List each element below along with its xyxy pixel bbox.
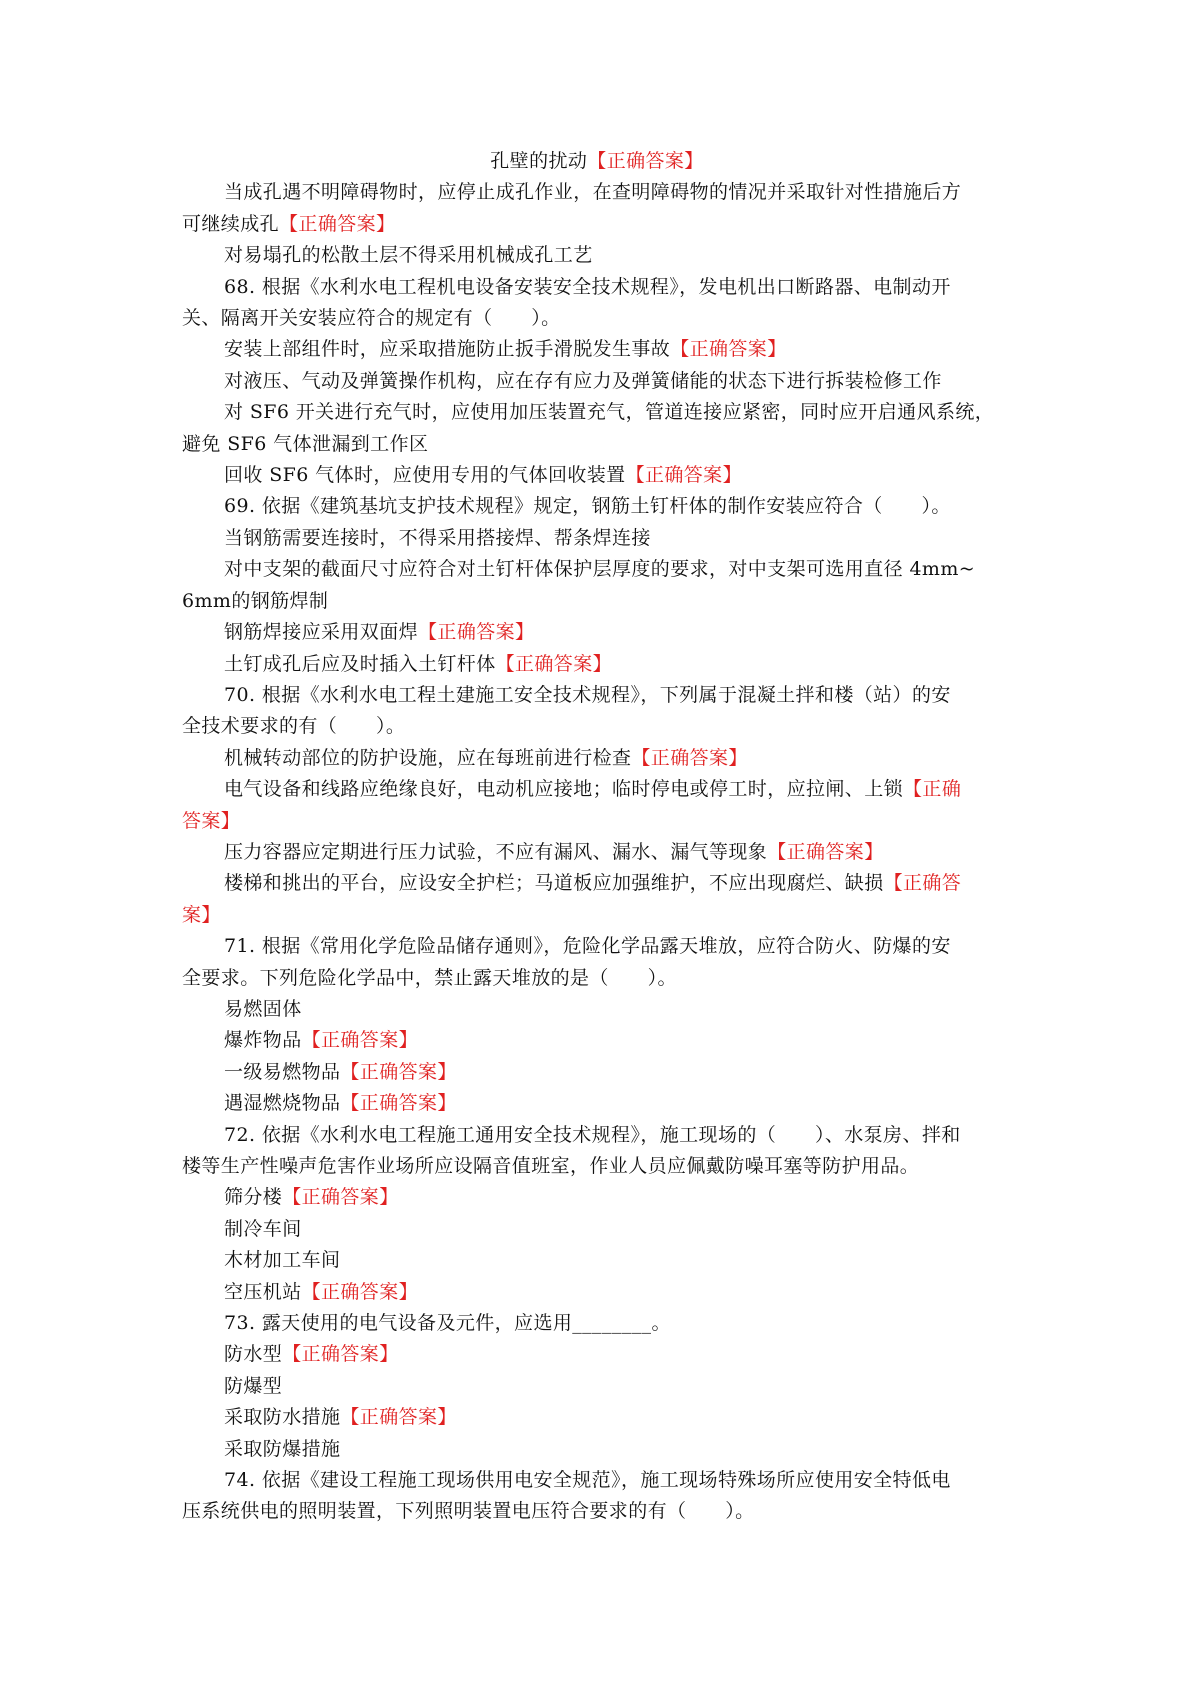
line-text: 制冷车间 [224, 1217, 302, 1240]
text-line [182, 397, 1012, 428]
text-line [182, 1434, 1012, 1465]
text-line [182, 1277, 1012, 1308]
correct-answer-tag-fragment: 案】 [182, 903, 221, 926]
line-text: 防水型 [224, 1343, 283, 1366]
line-text: 回收 SF6 气体时，应使用专用的气体回收装置 [224, 464, 626, 487]
correct-answer-tag: 【正确答案】 [301, 1029, 419, 1052]
text-line [182, 1245, 1012, 1276]
line-text: 楼梯和挑出的平台，应设安全护栏；马道板应加强维护，不应出现腐烂、缺损 [224, 872, 884, 895]
text-line [182, 649, 1012, 680]
line-text: 全要求。下列危险化学品中，禁止露天堆放的是（ ）。 [182, 966, 677, 989]
line-text: 爆炸物品 [224, 1029, 302, 1052]
line-text: 筛分楼 [224, 1186, 283, 1209]
line-text: 关、隔离开关安装应符合的规定有（ ）。 [182, 307, 561, 330]
text-line [182, 994, 1012, 1025]
correct-answer-tag: 【正确答案】 [767, 840, 884, 863]
line-text: 电气设备和线路应绝缘良好，电动机应接地；临时停电或停工时，应拉闸、上锁 [224, 778, 904, 801]
correct-answer-tag-fragment: 【正确答 [883, 872, 962, 895]
correct-answer-tag-fragment: 【正确 [903, 778, 962, 801]
text-line [182, 146, 1012, 177]
correct-answer-tag: 【正确答案】 [631, 746, 748, 769]
text-line [182, 366, 1012, 397]
line-text: 当成孔遇不明障碍物时，应停止成孔作业，在查明障碍物的情况并采取针对性措施后方 [224, 181, 962, 204]
line-text: 易燃固体 [224, 997, 302, 1020]
text-line [182, 334, 1012, 365]
text-line [182, 1151, 1012, 1182]
line-text: 6mm的钢筋焊制 [182, 589, 329, 612]
text-line [182, 931, 1012, 962]
line-text: 对中支架的截面尺寸应符合对土钉杆体保护层厚度的要求，对中支架可选用直径 4mm~ [224, 558, 976, 581]
line-text: 钢筋焊接应采用双面焊 [224, 621, 419, 644]
text-line [182, 900, 1012, 931]
line-text: 压力容器应定期进行压力试验，不应有漏风、漏水、漏气等现象 [224, 840, 768, 863]
text-line [182, 680, 1012, 711]
line-text: 可继续成孔 [182, 212, 280, 235]
text-line [182, 1339, 1012, 1370]
correct-answer-tag: 【正确答案】 [282, 1186, 399, 1209]
text-line [182, 523, 1012, 554]
correct-answer-tag: 【正确答案】 [279, 212, 396, 235]
text-line [182, 1214, 1012, 1245]
correct-answer-tag: 【正确答案】 [340, 1092, 457, 1115]
text-line [182, 1182, 1012, 1213]
correct-answer-tag: 【正确答案】 [670, 338, 787, 361]
line-text: 遇湿燃烧物品 [224, 1092, 341, 1115]
text-line [182, 586, 1012, 617]
line-text: 机械转动部位的防护设施，应在每班前进行检查 [224, 746, 632, 769]
text-line [182, 711, 1012, 742]
line-text: 采取防水措施 [224, 1406, 341, 1429]
line-text: 采取防爆措施 [224, 1437, 341, 1460]
text-line [182, 177, 1012, 208]
line-text: 楼等生产性噪声危害作业场所应设隔音值班室，作业人员应佩戴防噪耳塞等防护用品。 [182, 1155, 920, 1177]
correct-answer-tag: 【正确答案】 [625, 464, 742, 487]
text-line [182, 743, 1012, 774]
text-line [182, 272, 1012, 303]
text-line [182, 303, 1012, 334]
line-text: 72. 依据《水利水电工程施工通用安全技术规程》，施工现场的（ ）、水泵房、拌和 [224, 1123, 961, 1146]
line-text: 全技术要求的有（ ）。 [182, 715, 406, 738]
text-line [182, 963, 1012, 994]
text-line [182, 1402, 1012, 1433]
text-line [182, 837, 1012, 868]
line-text: 69. 依据《建筑基坑支护技术规程》规定，钢筋土钉杆体的制作安装应符合（ ）。 [224, 495, 951, 518]
line-text: 土钉成孔后应及时插入土钉杆体 [224, 652, 496, 675]
line-text: 压系统供电的照明装置，下列照明装置电压符合要求的有（ ）。 [182, 1500, 755, 1523]
text-line [182, 774, 1012, 805]
text-line [182, 460, 1012, 491]
text-line [182, 1088, 1012, 1119]
text-line [182, 617, 1012, 648]
correct-answer-tag: 【正确答案】 [340, 1406, 457, 1429]
text-line [182, 868, 1012, 899]
correct-answer-tag: 【正确答案】 [418, 621, 535, 644]
line-text: 木材加工车间 [224, 1249, 341, 1272]
line-text: 70. 根据《水利水电工程土建施工安全技术规程》，下列属于混凝土拌和楼（站）的安 [224, 683, 951, 706]
text-line [182, 806, 1012, 837]
text-line [182, 1025, 1012, 1056]
text-line [182, 1371, 1012, 1402]
correct-answer-tag: 【正确答案】 [587, 150, 704, 172]
correct-answer-tag: 【正确答案】 [282, 1343, 399, 1366]
text-line [182, 1308, 1012, 1339]
document-body [182, 146, 1012, 1528]
line-text: 对液压、气动及弹簧操作机构，应在存有应力及弹簧储能的状态下进行拆装检修工作 [224, 369, 942, 392]
text-line [182, 1120, 1012, 1151]
correct-answer-tag: 【正确答案】 [340, 1060, 457, 1083]
line-text: 安装上部组件时，应采取措施防止扳手滑脱发生事故 [224, 338, 671, 361]
line-text: 防爆型 [224, 1374, 283, 1397]
text-line [182, 1057, 1012, 1088]
line-text: 一级易燃物品 [224, 1060, 341, 1083]
text-line [182, 1496, 1012, 1527]
line-text: 当钢筋需要连接时，不得采用搭接焊、帮条焊连接 [224, 526, 651, 549]
correct-answer-tag: 【正确答案】 [495, 652, 613, 675]
line-text: 空压机站 [224, 1280, 302, 1303]
line-text: 避免 SF6 气体泄漏到工作区 [182, 432, 429, 455]
text-line [182, 1465, 1012, 1496]
text-line [182, 491, 1012, 522]
text-line [182, 240, 1012, 271]
text-line [182, 209, 1012, 240]
correct-answer-tag: 【正确答案】 [301, 1280, 419, 1303]
text-line [182, 554, 1012, 585]
text-line [182, 429, 1012, 460]
line-text: 71. 根据《常用化学危险品储存通则》，危险化学品露天堆放，应符合防火、防爆的安 [224, 935, 951, 958]
line-text: 74. 依据《建设工程施工现场供用电安全规范》，施工现场特殊场所应使用安全特低电 [224, 1469, 951, 1492]
line-text: 73. 露天使用的电气设备及元件，应选用________。 [224, 1312, 671, 1335]
line-text: 对 SF6 开关进行充气时，应使用加压装置充气，管道连接应紧密，同时应开启通风系统， [224, 401, 995, 424]
line-text: 68. 根据《水利水电工程机电设备安装安全技术规程》，发电机出口断路器、电制动开 [224, 275, 951, 298]
correct-answer-tag-fragment: 答案】 [182, 809, 241, 832]
line-text: 对易塌孔的松散土层不得采用机械成孔工艺 [224, 244, 593, 267]
line-text: 孔壁的扰动 [490, 150, 588, 172]
